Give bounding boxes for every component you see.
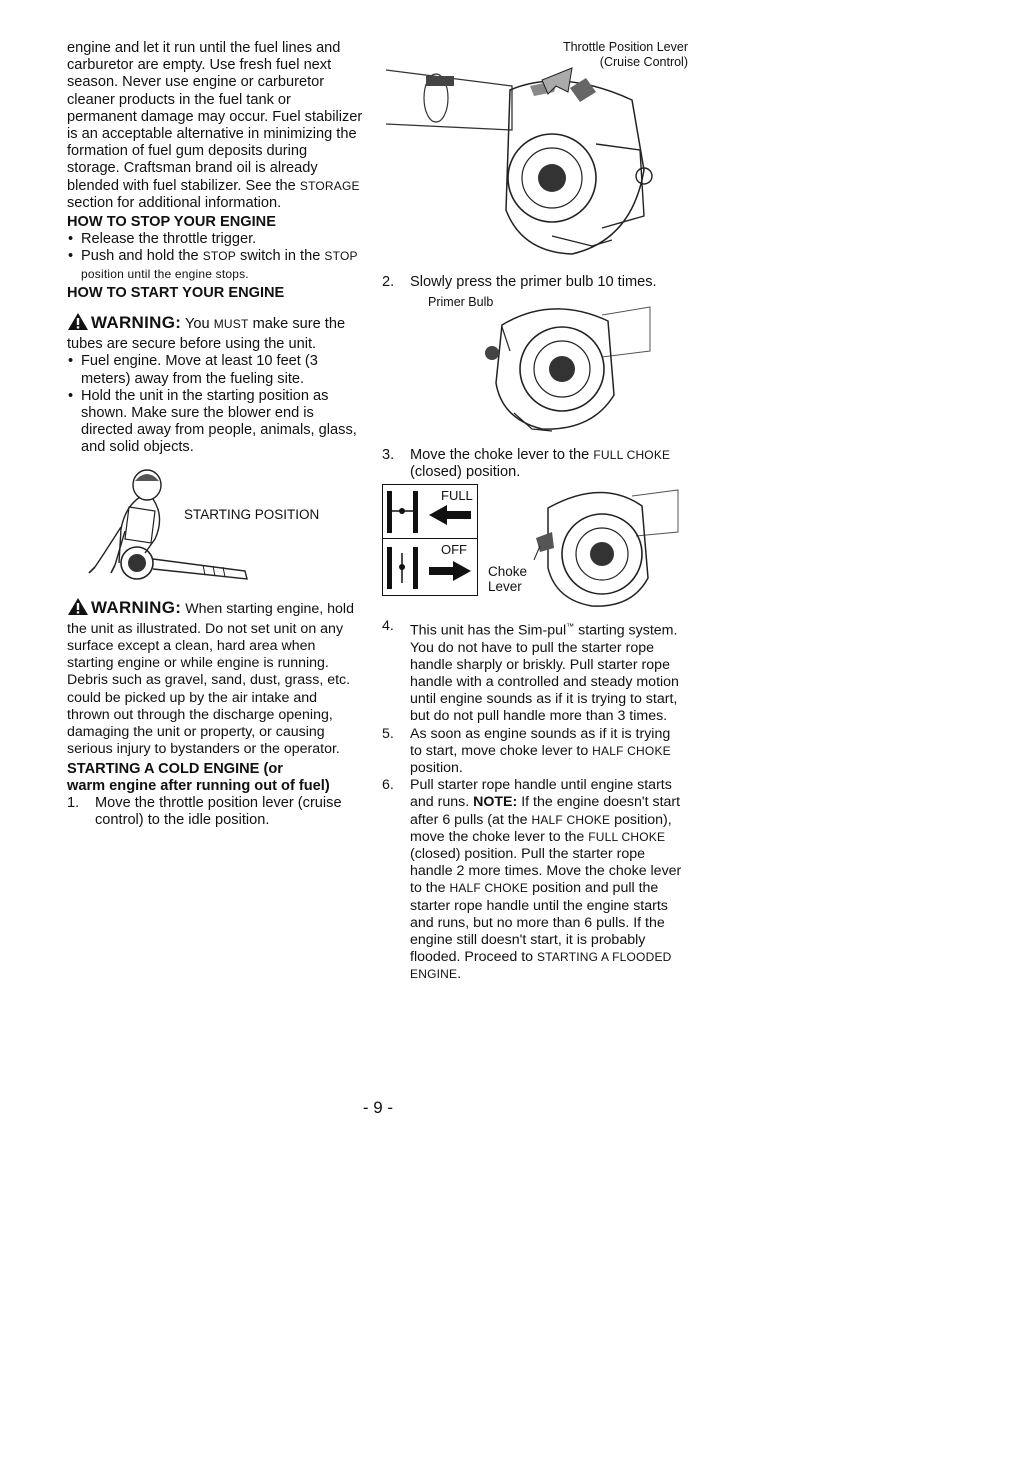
list-item: • Hold the unit in the starting position as shown. Make sure the blower end is directed away from people, animals, glass, and solid objects. xyxy=(67,388,363,457)
start-engine-list xyxy=(67,353,363,456)
off-label: OFF xyxy=(441,541,467,557)
right-column xyxy=(382,40,688,984)
left-column xyxy=(67,40,363,829)
off-choke-symbol xyxy=(382,538,478,596)
warning-block-2: WARNING: When starting engine, hold the unit as illustrated. Do not set unit on any surface except a clean, hard area when starting engine or while engine is running. Debris such as gravel, sand, dust, grass, etc. could be picked up by the air intake and thrown out through the discharge opening, damaging the unit or property, or causing serious injury to bystanders or the operator. xyxy=(67,597,354,758)
primer-caption: Primer Bulb xyxy=(428,295,494,310)
steps-2-3 xyxy=(382,274,682,291)
operator-starting-illustration xyxy=(85,467,265,587)
list-item: • Push and hold the STOP switch in the STOP position until the engine stops. xyxy=(67,248,363,282)
step-3 xyxy=(382,447,682,481)
steps-4-6 xyxy=(382,618,682,984)
list-item: • Fuel engine. Move at least 10 feet (3 meters) away from the fueling site. xyxy=(67,353,363,387)
warning-triangle-icon xyxy=(67,597,89,621)
full-label: FULL xyxy=(441,487,473,503)
start-engine-heading: HOW TO START YOUR ENGINE xyxy=(67,284,285,301)
list-item: 1. Move the throttle position lever (cruise control) to the idle position. xyxy=(67,794,342,829)
list-item: 2. Slowly press the primer bulb 10 times. xyxy=(382,274,657,290)
warning-triangle-icon xyxy=(67,312,89,336)
stop-engine-list xyxy=(67,231,363,283)
cold-start-steps xyxy=(67,795,363,829)
page-number: - 9 - xyxy=(362,1098,394,1117)
list-item: 4. This unit has the Sim-pul™ starting system. You do not have to pull the starter rope handle sharply or briskly. Pull starter rope handle with a controlled and steady motion until engine sounds as if it is trying to start, but do not pull handle more than 3 times. xyxy=(382,617,679,725)
throttle-lever-figure xyxy=(382,40,688,272)
primer-bulb-figure xyxy=(382,291,682,441)
starting-position-caption: STARTING POSITION xyxy=(184,506,320,522)
choke-caption: Choke Lever xyxy=(488,563,528,594)
choke-lever-figure xyxy=(382,482,682,612)
list-item: 5. As soon as engine sounds as if it is trying to start, move choke lever to HALF CHOKE position. xyxy=(382,725,671,776)
intro-paragraph: engine and let it run until the fuel lines and carburetor are empty. Use fresh fuel next season. Never use engine or carburetor cleaner products in the fuel tank or permanent damage may occur. Fuel stabilizer is an acceptable alternative in minimizing the formation of fuel gum deposits during storage. Craftsman brand oil is already blended with fuel stabilizer. See the STORAGE section for additional information. xyxy=(67,40,363,211)
blower-throttle-illustration xyxy=(382,40,682,272)
list-item: • Release the throttle trigger. xyxy=(67,231,363,248)
stop-engine-heading: HOW TO STOP YOUR ENGINE xyxy=(67,214,276,231)
list-item: 3. Move the choke lever to the FULL CHOKE (closed) position. xyxy=(382,447,671,481)
warning-block-1: WARNING: You MUST make sure the tubes are secure before using the unit. xyxy=(67,313,346,353)
list-item: 6. Pull starter rope handle until engine starts and runs. NOTE: If the engine doesn't start after 6 pulls (at the HALF CHOKE position), move the choke lever to the FULL CHOKE (closed) position. Pull the starter rope handle 2 more times. Move the choke lever to the HALF CHOKE position and pull the starter rope handle until the engine starts and runs, but no more than 6 pulls. If the engine still doesn't start, it is probably flooded. Proceed to STARTING A FLOODED ENGINE. xyxy=(382,777,682,983)
blower-primer-illustration xyxy=(382,291,682,441)
throttle-caption: Throttle Position Lever (Cruise Control) xyxy=(562,40,688,69)
starting-position-figure xyxy=(67,467,363,589)
cold-engine-heading: STARTING A COLD ENGINE (or warm engine after running out of fuel) xyxy=(67,760,330,794)
full-choke-symbol xyxy=(382,484,478,540)
